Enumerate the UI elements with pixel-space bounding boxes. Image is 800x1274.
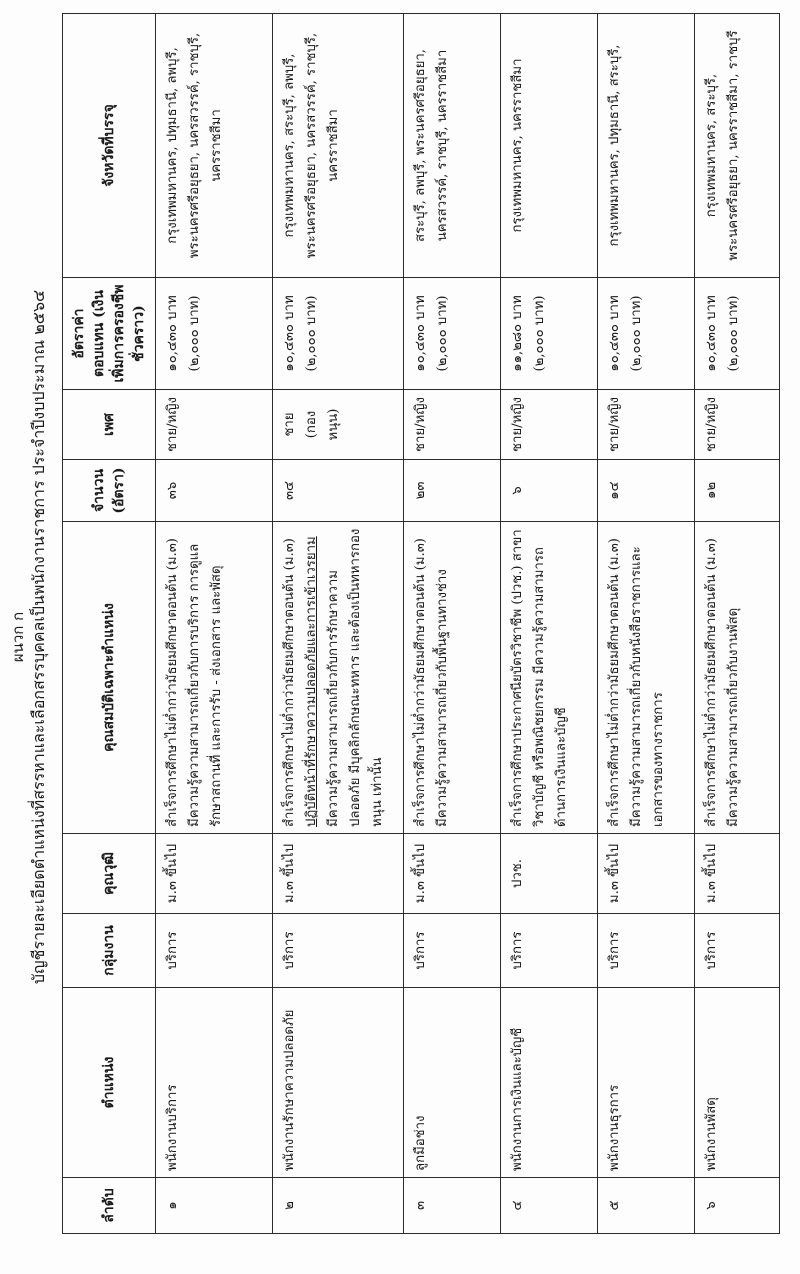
qualification-part-a: สำเร็จการศึกษาไม่ต่ำกว่ามัธยมศึกษาตอนต้น (ม.๓) <box>282 538 297 827</box>
row-education: ม.๓ ขึ้นไป <box>404 834 501 914</box>
row-education: ม.๓ ขึ้นไป <box>598 834 695 914</box>
row-no: ๔ <box>501 1178 598 1234</box>
salary-amount: ๑๐,๔๓๐ บาท <box>607 295 622 372</box>
row-education: ปวช. <box>501 834 598 914</box>
salary-extra: (๒,๐๐๐ บาท) <box>304 295 319 372</box>
row-qualification: สำเร็จการศึกษาไม่ต่ำกว่ามัธยมศึกษาตอนต้น (ม.๓) มีความรู้ความสามารถเกี่ยวกับหนังสือราชการและเอกสารของทางราชการ <box>598 522 695 834</box>
annex-label: ผนวก ก <box>9 611 27 663</box>
document-title: บัญชีรายละเอียดตำแหน่งที่สรรหาและเลือกสรรบุคคลเป็นพนักงานราชการ ประจำปีงบประมาณ ๒๕๖๔ <box>29 289 48 985</box>
row-count: ๓๖ <box>156 460 273 522</box>
row-qualification: สำเร็จการศึกษาไม่ต่ำกว่ามัธยมศึกษาตอนต้น (ม.๓) มีความรู้ความสามารถเกี่ยวกับการบริการ การดูแลรักษาสถานที่ และการรับ - ส่งเอกสาร และพัสดุ <box>156 522 273 834</box>
row-gender: ชาย/หญิง <box>156 390 273 460</box>
row-group: บริการ <box>695 914 780 988</box>
row-no: ๕ <box>598 1178 695 1234</box>
salary-extra: (๒,๐๐๐ บาท) <box>435 295 450 372</box>
row-province: กรุงเทพมหานคร, สระบุรี, พระนครศรีอยุธยา, นครราชสีมา, ราชบุรี <box>695 14 780 278</box>
row-position: พนักงานพัสดุ <box>695 988 780 1178</box>
row-salary <box>501 278 598 390</box>
row-gender <box>273 390 404 460</box>
row-gender: ชาย/หญิง <box>501 390 598 460</box>
row-gender: ชาย/หญิง <box>598 390 695 460</box>
qualification-part-b: ปฏิบัติหน้าที่รักษาความปลอดภัยและการเข้าเวรยาม <box>304 536 319 827</box>
header-count: จำนวน (อัตรา) <box>63 460 156 522</box>
row-gender: ชาย/หญิง <box>404 390 501 460</box>
table-row <box>598 14 695 1234</box>
header-province: จังหวัดที่บรรจุ <box>63 14 156 278</box>
row-education: ม.๓ ขึ้นไป <box>156 834 273 914</box>
row-no: ๑ <box>156 1178 273 1234</box>
table-header-row <box>63 14 156 1234</box>
row-education: ม.๓ ขึ้นไป <box>273 834 404 914</box>
row-group: บริการ <box>273 914 404 988</box>
row-salary <box>404 278 501 390</box>
row-gender: ชาย/หญิง <box>695 390 780 460</box>
row-province: กรุงเทพมหานคร, สระบุรี, ลพบุรี, พระนครศรีอยุธยา, นครสวรรค์, ราชบุรี, นครราชสีมา <box>273 14 404 278</box>
row-qualification: สำเร็จการศึกษาประกาศนียบัตรวิชาชีพ (ปวช.) สาขาวิชาบัญชี หรือพณิชยกรรม มีความรู้ความสามารถด้านการเงินและบัญชี <box>501 522 598 834</box>
salary-extra: (๒,๐๐๐ บาท) <box>532 295 547 372</box>
table-row <box>273 14 404 1234</box>
header-gender: เพศ <box>63 390 156 460</box>
salary-extra: (๒,๐๐๐ บาท) <box>629 295 644 372</box>
salary-extra: (๒,๐๐๐ บาท) <box>726 295 741 372</box>
row-position: ลูกมือช่าง <box>404 988 501 1178</box>
row-no: ๖ <box>695 1178 780 1234</box>
header-position: ตำแหน่ง <box>63 988 156 1178</box>
salary-amount: ๑๐,๔๓๐ บาท <box>704 295 719 372</box>
row-group: บริการ <box>598 914 695 988</box>
row-count: ๒๓ <box>404 460 501 522</box>
gender-value: ชาย <box>282 412 297 437</box>
table-row <box>156 14 273 1234</box>
qualification-part-c: มีความรู้ความสามารถเกี่ยวกับการรักษาความปลอดภัย มีบุคลิกลักษณะทหาร และต้องเป็นทหารกองหนุน เท่านั้น <box>326 528 385 827</box>
row-group: บริการ <box>156 914 273 988</box>
row-salary <box>156 278 273 390</box>
row-qualification: สำเร็จการศึกษาไม่ต่ำกว่ามัธยมศึกษาตอนต้น (ม.๓) มีความรู้ความสามารถเกี่ยวกับงานพัสดุ <box>695 522 780 834</box>
row-count: ๓๔ <box>273 460 404 522</box>
row-province: กรุงเทพมหานคร, นครราชสีมา <box>501 14 598 278</box>
header-no: ลำดับ <box>63 1178 156 1234</box>
row-salary <box>273 278 404 390</box>
header-education: คุณวุฒิ <box>63 834 156 914</box>
row-qualification <box>273 522 404 834</box>
gender-extra: (กองหนุน) <box>304 408 341 441</box>
salary-amount: ๑๐,๔๓๐ บาท <box>413 295 428 372</box>
row-count: ๑๒ <box>695 460 780 522</box>
row-qualification: สำเร็จการศึกษาไม่ต่ำกว่ามัธยมศึกษาตอนต้น (ม.๓) มีความรู้ความสามารถเกี่ยวกับพื้นฐานทางช่าง <box>404 522 501 834</box>
row-salary <box>598 278 695 390</box>
table-row <box>695 14 780 1234</box>
row-position: พนักงานบริการ <box>156 988 273 1178</box>
row-province: กรุงเทพมหานคร, ปทุมธานี, สระบุรี, <box>598 14 695 278</box>
row-province: สระบุรี, ลพบุรี, พระนครศรีอยุธยา, นครสวรรค์, ราชบุรี, นครราชสีมา <box>404 14 501 278</box>
salary-amount: ๑๐,๔๓๐ บาท <box>165 295 180 372</box>
header-qualification: คุณสมบัติเฉพาะตำแหน่ง <box>63 522 156 834</box>
row-no: ๓ <box>404 1178 501 1234</box>
header-salary: อัตราค่าตอบแทน (เงินเพิ่มการครองชีพชั่วคราว) <box>63 278 156 390</box>
salary-amount: ๑๐,๔๓๐ บาท <box>282 295 297 372</box>
row-position: พนักงานรักษาความปลอดภัย <box>273 988 404 1178</box>
row-count: ๖ <box>501 460 598 522</box>
row-salary <box>695 278 780 390</box>
positions-table <box>62 13 780 1234</box>
header-group: กลุ่มงาน <box>63 914 156 988</box>
salary-extra: (๒,๐๐๐ บาท) <box>187 295 202 372</box>
row-count: ๑๔ <box>598 460 695 522</box>
row-position: พนักงานธุรการ <box>598 988 695 1178</box>
row-group: บริการ <box>501 914 598 988</box>
row-education: ม.๓ ขึ้นไป <box>695 834 780 914</box>
table-row <box>404 14 501 1234</box>
salary-amount: ๑๑,๒๘๐ บาท <box>510 295 525 372</box>
row-position: พนักงานการเงินและบัญชี <box>501 988 598 1178</box>
row-no: ๒ <box>273 1178 404 1234</box>
table-row <box>501 14 598 1234</box>
row-group: บริการ <box>404 914 501 988</box>
row-province: กรุงเทพมหานคร, ปทุมธานี, ลพบุรี, พระนครศรีอยุธยา, นครสวรรค์, ราชบุรี, นครราชสีมา <box>156 14 273 278</box>
